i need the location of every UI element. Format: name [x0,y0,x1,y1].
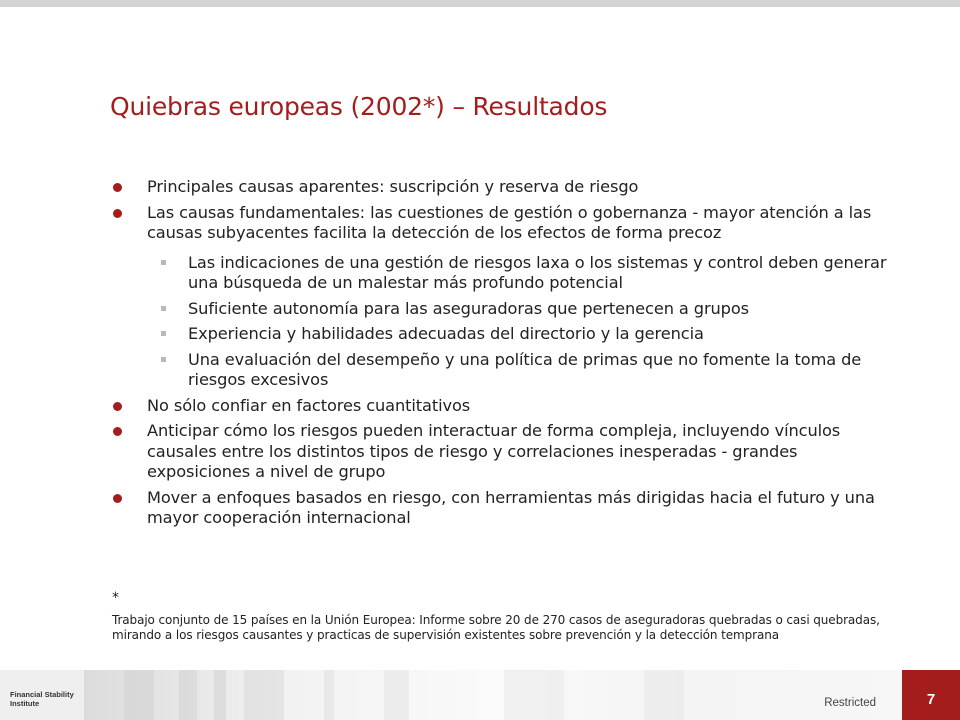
bullet-item [113,177,903,198]
sub-bullet-item [113,299,903,320]
sub-bullet-item [113,253,903,294]
sub-bullet-square-icon [161,357,166,362]
bullet-text: No sólo confiar en factores cuantitativos [147,395,471,415]
slide-title: Quiebras europeas (2002*) – Resultados [110,92,608,121]
sub-bullet-text: Suficiente autonomía para las aseguradoras que pertenecen a grupos [188,298,749,318]
sub-bullet-text: Las indicaciones de una gestión de riesgos laxa o los sistemas y control deben generar una búsqueda de un malestar más profundo potencial [188,252,887,292]
bullet-item [113,396,903,417]
bullet-dot-icon [113,494,122,503]
bullet-dot-icon [113,209,122,218]
sub-bullet-text: Una evaluación del desempeño y una política de primas que no fomente la toma de riesgos excesivos [188,349,862,389]
bullet-item [113,488,903,529]
sub-bullet-item [113,324,903,345]
bullet-text: Principales causas aparentes: suscripción y reserva de riesgo [147,177,639,196]
page-number: 7 [926,691,936,708]
footer-building-photo [84,670,902,720]
bullet-dot-icon [113,183,122,192]
footnote: Trabajo conjunto de 15 países en la Unión Europea: Informe sobre 20 de 270 casos de aseguradoras quebradas o casi quebradas, mirando a los riesgos causantes y practicas de supervisión existentes sobre prevención y la detección temprana [112,613,880,642]
bullet-text: Las causas fundamentales: las cuestiones de gestión o gobernanza - mayor atención a las causas subyacentes facilita la detección de los efectos de forma precoz [147,202,872,242]
bullet-dot-icon [113,402,122,411]
bullet-text: Anticipar cómo los riesgos pueden interactuar de forma compleja, incluyendo vínculos causales entre los distintos tipos de riesgo y correlaciones inesperadas - grandes exposiciones a nivel de grupo [147,421,841,481]
bullet-list [113,177,903,534]
bullet-item [113,203,903,244]
bullet-text: Mover a enfoques basados en riesgo, con herramientas más dirigidas hacia el futuro y una mayor cooperación internacional [147,487,875,527]
sub-bullet-square-icon [161,331,166,336]
fsi-logo [0,670,84,720]
sub-bullet-text: Experiencia y habilidades adecuadas del directorio y la gerencia [188,324,704,343]
sub-bullet-square-icon [161,260,166,265]
footnote-mark: * [112,590,119,606]
top-bar [0,0,960,7]
logo-line-2: Institute [10,699,40,708]
classification-label: Restricted [824,697,876,709]
bullet-item [113,421,903,483]
logo-line-1: Financial Stability [10,690,74,699]
sub-bullet-item [113,350,903,391]
sub-bullet-square-icon [161,306,166,311]
page-number-box [902,670,960,720]
bullet-dot-icon [113,427,122,436]
